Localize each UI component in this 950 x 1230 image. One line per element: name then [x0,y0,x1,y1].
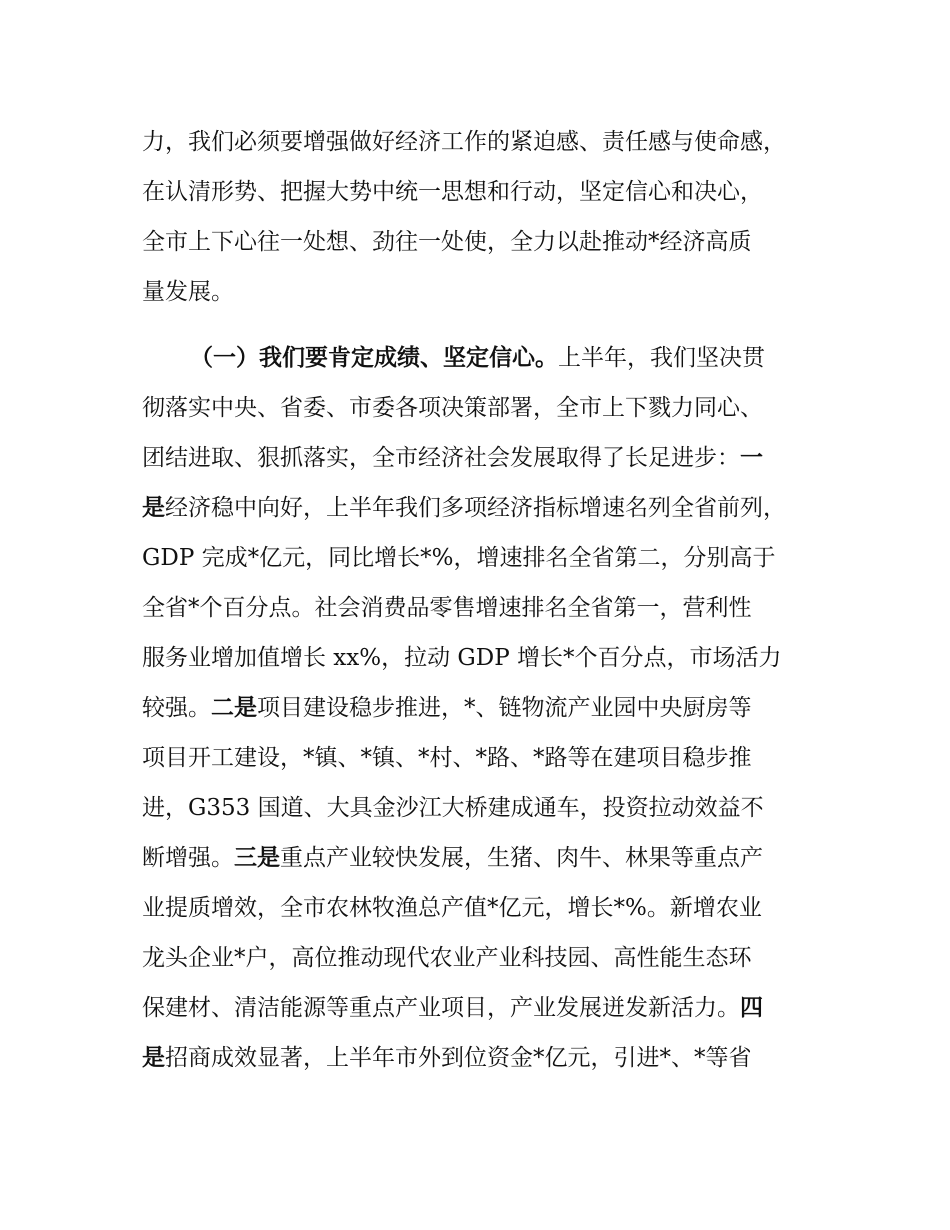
text-span: 招商成效显著，上半年市外到位资金*亿元，引进*、*等省 [165,1045,752,1071]
text-span: 团结进取、狠抓落实，全市经济社会发展取得了长足进步： [142,445,740,471]
text-line: 在认清形势、把握大势中统一思想和行动，坚定信心和决心， [142,179,763,205]
text-span: 经济稳中向好，上半年我们多项经济指标增速名列全省前列， [165,495,786,521]
text-line: 彻落实中央、省委、市委各项决策部署，全市上下戮力同心、 [142,395,763,421]
bold-marker: 是 [142,495,165,521]
text-span: 断增强。 [142,845,234,871]
text-line: 全省*个百分点。社会消费品零售增速排名全省第一，营利性 [142,595,752,621]
text-line [142,1038,752,1078]
text-span: 上半年，我们坚决贯 [558,345,765,371]
text-line: 力，我们必须要增强做好经济工作的紧迫感、责任感与使命感， [142,129,786,155]
text-line: 龙头企业*户，高位推动现代农业产业科技园、高性能生态环 [142,945,752,971]
text-line: 量发展。 [142,279,234,305]
bold-marker: 三是 [234,845,280,871]
text-line: 进，G353 国道、大具金沙江大桥建成通车，投资拉动效益不 [142,795,764,821]
text-span: 重点产业较快发展，生猪、肉牛、林果等重点产 [280,845,763,871]
text-line: 全市上下心往一处想、劲往一处使，全力以赴推动*经济高质 [142,229,752,255]
text-line [142,988,763,1028]
section-heading: （一）我们要肯定成绩、坚定信心。 [190,345,558,371]
text-line: 服务业增加值增长 xx%，拉动 GDP 增长*个百分点，市场活力 [142,645,782,671]
text-line [142,688,752,728]
section-heading-line [190,338,765,378]
text-line: 项目开工建设，*镇、*镇、*村、*路、*路等在建项目稳步推 [142,745,752,771]
bold-marker: 一 [740,445,763,471]
bold-marker: 四 [740,995,763,1021]
text-span: 较强。 [142,695,211,721]
text-span: 项目建设稳步推进，*、链物流产业园中央厨房等 [257,695,752,721]
text-line: GDP 完成*亿元，同比增长*%，增速排名全省第二，分别高于 [142,545,776,571]
text-line: 业提质增效，全市农林牧渔总产值*亿元，增长*%。新增农业 [142,895,762,921]
text-line [142,838,763,878]
bold-marker: 二是 [211,695,257,721]
text-line [142,488,786,528]
text-line [142,438,763,478]
text-span: 保建材、清洁能源等重点产业项目，产业发展迸发新活力。 [142,995,740,1021]
bold-marker: 是 [142,1045,165,1071]
